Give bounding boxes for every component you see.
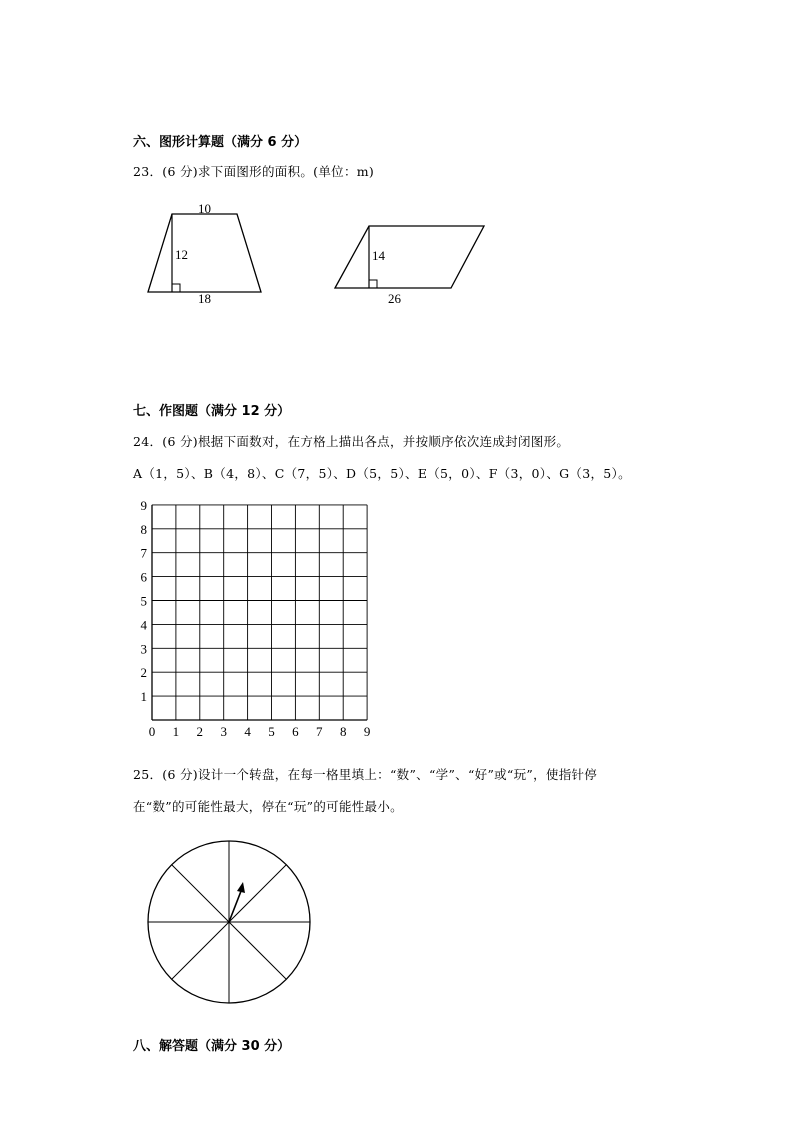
y-tick-label: 2 xyxy=(140,665,147,681)
question-23-text: 23．(6 分)求下面图形的面积。(单位：m) xyxy=(133,164,375,179)
section-6-title: 六、图形计算题（满分 6 分） xyxy=(133,135,308,150)
spinner-pointer xyxy=(229,886,243,922)
y-tick-label: 1 xyxy=(140,689,147,705)
y-tick-label: 6 xyxy=(140,569,147,585)
y-tick-label: 3 xyxy=(140,641,147,657)
parallelogram-shape xyxy=(335,226,484,288)
spinner-divider xyxy=(229,922,286,979)
spinner-circle xyxy=(148,841,310,1003)
y-tick-label: 8 xyxy=(140,521,147,537)
y-tick-label: 5 xyxy=(140,593,147,609)
trapezoid-bottom-label: 18 xyxy=(198,291,211,306)
section-7-title: 七、作图题（满分 12 分） xyxy=(133,404,291,419)
parallelogram-height-label: 14 xyxy=(372,248,385,263)
trapezoid-top-label: 10 xyxy=(198,201,211,216)
x-tick-label: 0 xyxy=(148,724,156,739)
y-tick-label: 7 xyxy=(140,545,147,561)
x-tick-label: 3 xyxy=(220,724,227,739)
spinner-divider xyxy=(172,922,229,979)
section-8-title: 八、解答题（满分 30 分） xyxy=(133,1039,291,1054)
parallelogram-right-angle-mark xyxy=(369,280,377,288)
question-24-text: 24．(6 分)根据下面数对，在方格上描出各点，并按顺序依次连成封闭图形。 xyxy=(133,434,570,449)
x-tick-label: 1 xyxy=(172,724,180,739)
question-25-text-line1: 25．(6 分)设计一个转盘，在每一格里填上：“数”、“学”、“好”或“玩”，使指针停 xyxy=(133,767,598,782)
x-tick-label: 4 xyxy=(244,724,251,739)
spinner-divider xyxy=(172,865,229,922)
question-25-text-line2: 在“数”的可能性最大，停在“玩”的可能性最小。 xyxy=(133,799,403,814)
x-tick-label: 7 xyxy=(316,724,323,739)
x-tick-label: 5 xyxy=(268,724,275,739)
x-tick-label: 8 xyxy=(339,724,347,739)
x-tick-label: 9 xyxy=(363,724,371,739)
y-tick-label: 9 xyxy=(140,497,147,513)
trapezoid-right-angle-mark xyxy=(172,284,180,292)
trapezoid-height-label: 12 xyxy=(175,247,188,262)
trapezoid-shape xyxy=(148,214,261,292)
spinner-pointer-head xyxy=(237,882,245,893)
x-tick-label: 6 xyxy=(292,724,299,739)
y-tick-label: 4 xyxy=(140,617,147,633)
parallelogram-base-label: 26 xyxy=(388,291,401,306)
spinner-divider xyxy=(229,865,286,922)
question-24-points: A（1，5）、B（4，8）、C（7，5）、D（5，5）、E（5，0）、F（3，0）、G（3，5）。 xyxy=(133,466,631,481)
x-tick-label: 2 xyxy=(196,724,204,739)
